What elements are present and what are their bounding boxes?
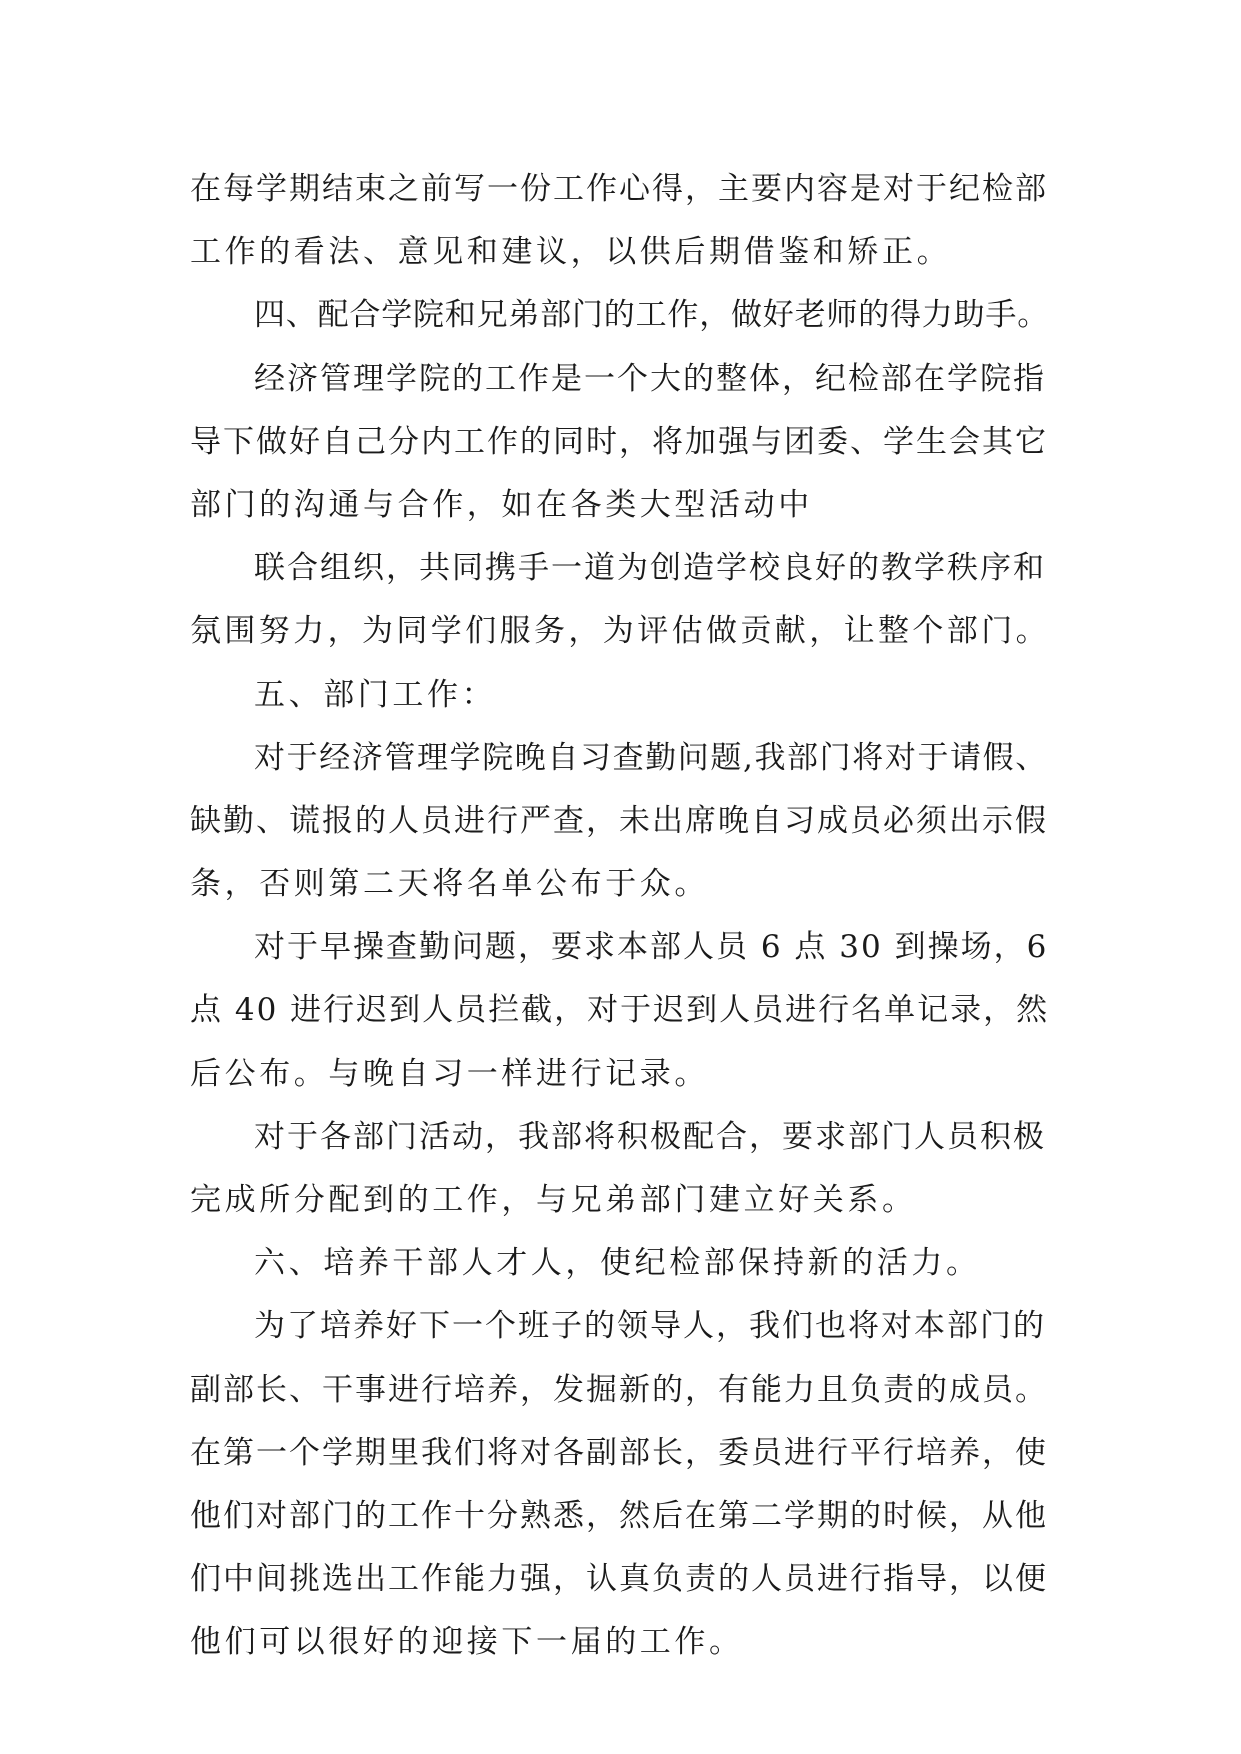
text-line: 后公布。与晚自习一样进行记录。 (190, 1055, 709, 1092)
text-line: 对于经济管理学院晚自习查勤问题,我部门将对于请假、 (254, 739, 1048, 776)
text-line: 工作的看法、意见和建议，以供后期借鉴和矫正。 (190, 234, 952, 271)
text-line: 氛围努力，为同学们服务，为评估做贡献，让整个部门。 (190, 613, 1050, 650)
text-line: 们中间挑选出工作能力强，认真负责的人员进行指导，以便 (190, 1561, 1048, 1598)
document-body (190, 158, 1050, 1675)
text-line: 四、配合学院和兄弟部门的工作，做好老师的得力助手。 (254, 297, 1049, 334)
text-line: 在第一个学期里我们将对各副部长，委员进行平行培养，使 (190, 1434, 1048, 1471)
text-line: 部门的沟通与合作，如在各类大型活动中 (190, 486, 813, 523)
text-line: 经济管理学院的工作是一个大的整体，纪检部在学院指 (254, 360, 1046, 397)
text-line: 六、培养干部人才人，使纪检部保持新的活力。 (254, 1245, 981, 1282)
text-line: 他们可以很好的迎接下一届的工作。 (190, 1624, 744, 1661)
text-line: 在每学期结束之前写一份工作心得，主要内容是对于纪检部 (190, 171, 1048, 207)
text-line: 为了培养好下一个班子的领导人，我们也将对本部门的 (254, 1308, 1046, 1345)
text-line: 条，否则第二天将名单公布于众。 (190, 866, 709, 903)
text-line: 副部长、干事进行培养，发掘新的，有能力且负责的成员。 (190, 1371, 1048, 1408)
text-line: 点 40 进行迟到人员拦截，对于迟到人员进行名单记录，然 (190, 992, 1050, 1029)
text-line: 对于各部门活动，我部将积极配合，要求部门人员积极 (254, 1118, 1046, 1155)
text-line: 联合组织，共同携手一道为创造学校良好的教学秩序和 (254, 550, 1046, 587)
text-line: 他们对部门的工作十分熟悉，然后在第二学期的时候，从他 (190, 1497, 1048, 1534)
text-line: 五、部门工作： (254, 676, 497, 713)
text-line: 对于早操查勤问题，要求本部人员 6 点 30 到操场，6 (254, 929, 1049, 966)
text-line: 完成所分配到的工作，与兄弟部门建立好关系。 (190, 1182, 917, 1218)
text-line: 缺勤、谎报的人员进行严查，未出席晚自习成员必须出示假 (190, 802, 1048, 839)
text-line: 导下做好自己分内工作的同时，将加强与团委、学生会其它 (190, 423, 1048, 460)
